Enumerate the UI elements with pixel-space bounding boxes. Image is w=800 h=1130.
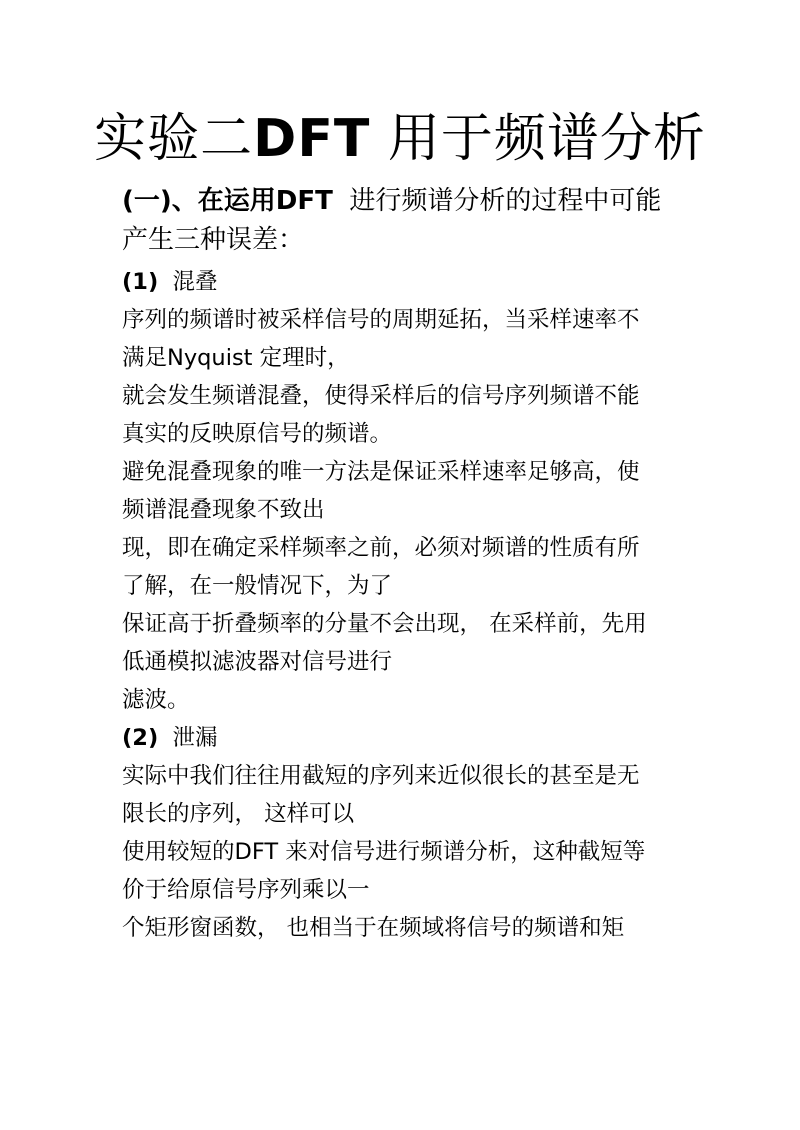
paragraph-line: 就会发生频谱混叠，使得采样后的信号序列频谱不能 bbox=[122, 383, 640, 409]
document-title bbox=[0, 108, 800, 170]
paragraph-line: 限长的序列， 这样可以 bbox=[122, 801, 355, 827]
title-part-1: 实验二 bbox=[94, 109, 254, 169]
paragraph-line: 使用较短的DFT 来对信号进行频谱分析，这种截短等 bbox=[122, 839, 646, 865]
paragraph-line: 真实的反映原信号的频谱。 bbox=[122, 421, 393, 447]
paragraph-line: 低通模拟滤波器对信号进行 bbox=[122, 649, 393, 675]
paragraph-line: 个矩形窗函数， 也相当于在频域将信号的频谱和矩 bbox=[122, 915, 625, 941]
paragraph-line: 现，即在确定采样频率之前，必须对频谱的性质有所 bbox=[122, 535, 640, 561]
paragraph-line: 价于给原信号序列乘以一 bbox=[122, 877, 370, 903]
paragraph-line: 避免混叠现象的唯一方法是保证采样速率足够高，使 bbox=[122, 459, 640, 485]
title-part-2: DFT bbox=[253, 109, 371, 169]
section-heading bbox=[122, 182, 682, 221]
section-heading-prefix: (一)、在运用 bbox=[122, 186, 276, 216]
subheading-label: 混叠 bbox=[172, 269, 218, 295]
section-heading-rest: 进行频谱分析的过程中可能 bbox=[349, 186, 662, 216]
paragraph-line: 保证高于折叠频率的分量不会出现， 在采样前，先用 bbox=[122, 611, 647, 637]
paragraph-line: 序列的频谱时被采样信号的周期延拓，当采样速率不 bbox=[122, 307, 640, 333]
paragraph-line: 了解，在一般情况下，为了 bbox=[122, 573, 393, 599]
paragraph-line: 滤波。 bbox=[122, 687, 190, 713]
subheading-leakage bbox=[122, 719, 682, 757]
subheading-number: (2) bbox=[122, 725, 159, 751]
section-heading-dft: DFT bbox=[275, 186, 333, 216]
section-heading-line-2: 产生三种误差： bbox=[122, 225, 305, 255]
subheading-number: (1) bbox=[122, 269, 159, 295]
title-part-3: 用于频谱分析 bbox=[387, 109, 706, 169]
subheading-label: 泄漏 bbox=[172, 725, 218, 751]
document-body bbox=[122, 182, 682, 947]
subheading-aliasing bbox=[122, 263, 682, 301]
paragraph-line: 实际中我们往往用截短的序列来近似很长的甚至是无 bbox=[122, 763, 640, 789]
paragraph-line: 频谱混叠现象不致出 bbox=[122, 497, 325, 523]
paragraph-line: 满足Nyquist 定理时， bbox=[122, 345, 350, 371]
